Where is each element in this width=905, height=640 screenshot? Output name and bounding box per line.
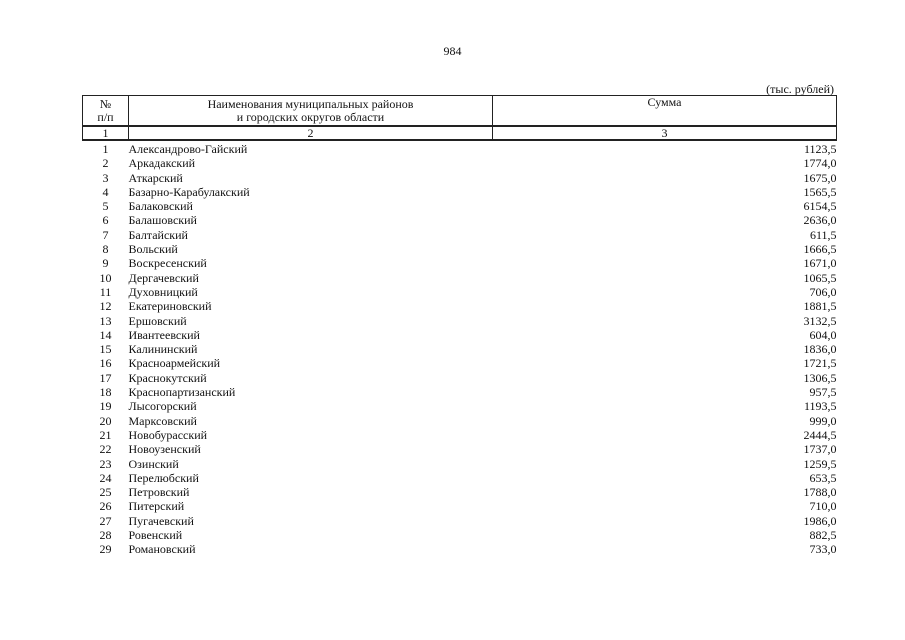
- table-row: [83, 356, 837, 370]
- row-sum: 1666,5: [803, 242, 837, 257]
- row-name: Балашовский: [128, 213, 197, 228]
- row-sum: 1065,5: [803, 270, 837, 285]
- row-sum: 733,0: [809, 542, 837, 557]
- table-row: [83, 542, 837, 556]
- row-number: 13: [99, 313, 112, 328]
- table-row: [83, 299, 837, 313]
- row-number: 25: [99, 485, 112, 500]
- row-name: Ершовский: [128, 313, 187, 328]
- row-sum: 1986,0: [803, 513, 837, 528]
- row-number: 26: [99, 499, 112, 514]
- table-row: [83, 185, 837, 199]
- row-sum: 6154,5: [803, 199, 837, 214]
- row-number: 4: [102, 184, 109, 199]
- table-row: [83, 242, 837, 256]
- row-number: 8: [102, 242, 109, 257]
- budget-table: [82, 95, 837, 557]
- row-sum: 2636,0: [803, 213, 837, 228]
- row-name: Марксовский: [128, 413, 197, 428]
- row-number: 3: [102, 170, 109, 185]
- table-row: [83, 457, 837, 471]
- header-number-line1: №: [99, 96, 112, 111]
- row-name: Новобурасский: [128, 427, 208, 442]
- row-sum: 611,5: [809, 227, 837, 242]
- row-sum: 999,0: [809, 413, 837, 428]
- row-sum: 1721,5: [803, 356, 837, 371]
- row-name: Балаковский: [128, 199, 193, 214]
- row-sum: 2444,5: [803, 427, 837, 442]
- row-number: 19: [99, 399, 112, 414]
- row-name: Озинский: [128, 456, 179, 471]
- table-row: [83, 256, 837, 270]
- row-name: Краснокутский: [128, 370, 207, 385]
- row-number: 5: [102, 199, 109, 214]
- row-number: 28: [99, 528, 112, 543]
- row-sum: 710,0: [809, 499, 837, 514]
- header-name-line2: и городских округов области: [236, 109, 385, 124]
- row-sum: 1774,0: [803, 156, 837, 171]
- row-name: Перелюбский: [128, 470, 199, 485]
- row-name: Балтайский: [128, 227, 188, 242]
- page-number: 984: [443, 44, 462, 58]
- row-sum: 1193,5: [803, 399, 837, 414]
- row-sum: 1675,0: [803, 170, 837, 185]
- row-number: 2: [102, 156, 109, 171]
- table-row: [83, 485, 837, 499]
- row-number: 24: [99, 470, 112, 485]
- row-name: Краснопартизанский: [128, 385, 236, 400]
- table-row: [83, 528, 837, 542]
- table-row: [83, 285, 837, 299]
- table-row: [83, 171, 837, 185]
- row-sum: 1123,5: [803, 142, 837, 156]
- row-sum: 882,5: [809, 528, 837, 543]
- header-name: [129, 96, 493, 127]
- row-sum: 604,0: [809, 327, 837, 342]
- row-name: Красноармейский: [128, 356, 221, 371]
- row-sum: 706,0: [809, 284, 837, 299]
- table-row: [83, 328, 837, 342]
- row-name: Ровенский: [128, 528, 183, 543]
- table-row: [83, 342, 837, 356]
- row-number: 12: [99, 299, 112, 314]
- table-row: [83, 199, 837, 213]
- column-number-2: 2: [129, 126, 493, 140]
- row-number: 17: [99, 370, 112, 385]
- row-sum: 3132,5: [803, 313, 837, 328]
- row-number: 11: [99, 284, 112, 299]
- row-number: 1: [102, 142, 109, 156]
- row-number: 29: [99, 542, 112, 557]
- table-row: [83, 399, 837, 413]
- row-sum: 1306,5: [803, 370, 837, 385]
- row-number: 20: [99, 413, 112, 428]
- row-name: Базарно-Карабулакский: [128, 184, 250, 199]
- row-name: Петровский: [128, 485, 190, 500]
- row-name: Романовский: [128, 542, 196, 557]
- row-number: 7: [102, 227, 109, 242]
- row-name: Духовницкий: [128, 284, 198, 299]
- row-name: Дергачевский: [128, 270, 199, 285]
- table-row: [83, 228, 837, 242]
- table-body: [83, 140, 837, 557]
- table-row: [83, 385, 837, 399]
- table-row: [83, 414, 837, 428]
- row-sum: 1788,0: [803, 485, 837, 500]
- column-number-1: 1: [83, 126, 129, 140]
- row-number: 6: [102, 213, 109, 228]
- table-row: [83, 442, 837, 456]
- row-number: 27: [99, 513, 112, 528]
- header-number-line2: п/п: [97, 109, 114, 124]
- row-sum: 1737,0: [803, 442, 837, 457]
- header-sum: [493, 96, 837, 127]
- column-number-3: 3: [493, 126, 837, 140]
- table-row: [83, 514, 837, 528]
- table-row: [83, 499, 837, 513]
- units-label: (тыс. рублей): [766, 82, 834, 96]
- row-sum: 1565,5: [803, 184, 837, 199]
- table-row: [83, 140, 837, 156]
- header-row: [83, 96, 837, 127]
- row-name: Новоузенский: [128, 442, 201, 457]
- row-name: Лысогорский: [128, 399, 197, 414]
- row-number: 15: [99, 342, 112, 357]
- row-number: 14: [99, 327, 112, 342]
- row-name: Калининский: [128, 342, 198, 357]
- row-sum: 1881,5: [803, 299, 837, 314]
- row-name: Питерский: [128, 499, 185, 514]
- table-row: [83, 271, 837, 285]
- header-sum-label: Сумма: [647, 95, 682, 109]
- row-sum: 1259,5: [803, 456, 837, 471]
- row-name: Екатериновский: [128, 299, 212, 314]
- row-number: 9: [102, 256, 109, 271]
- table-row: [83, 213, 837, 227]
- row-sum: 957,5: [809, 385, 837, 400]
- row-name: Воскресенский: [128, 256, 207, 271]
- row-number: 22: [99, 442, 112, 457]
- row-number: 10: [99, 270, 112, 285]
- row-name: Аркадакский: [128, 156, 196, 171]
- header-name-line1: Наименования муниципальных районов: [207, 96, 414, 111]
- header-number: [83, 96, 129, 127]
- row-number: 23: [99, 456, 112, 471]
- row-name: Пугачевский: [128, 513, 194, 528]
- row-name: Ивантеевский: [128, 327, 200, 342]
- column-number-row: [83, 126, 837, 140]
- table-row: [83, 428, 837, 442]
- row-name: Александрово-Гайский: [128, 142, 248, 156]
- table-row: [83, 156, 837, 170]
- row-number: 16: [99, 356, 112, 371]
- row-sum: 1671,0: [803, 256, 837, 271]
- row-sum: 653,5: [809, 470, 837, 485]
- table-row: [83, 314, 837, 328]
- row-number: 18: [99, 385, 112, 400]
- row-number: 21: [99, 427, 112, 442]
- row-name: Аткарский: [128, 170, 183, 185]
- row-name: Вольский: [128, 242, 178, 257]
- table-row: [83, 371, 837, 385]
- table-row: [83, 471, 837, 485]
- row-sum: 1836,0: [803, 342, 837, 357]
